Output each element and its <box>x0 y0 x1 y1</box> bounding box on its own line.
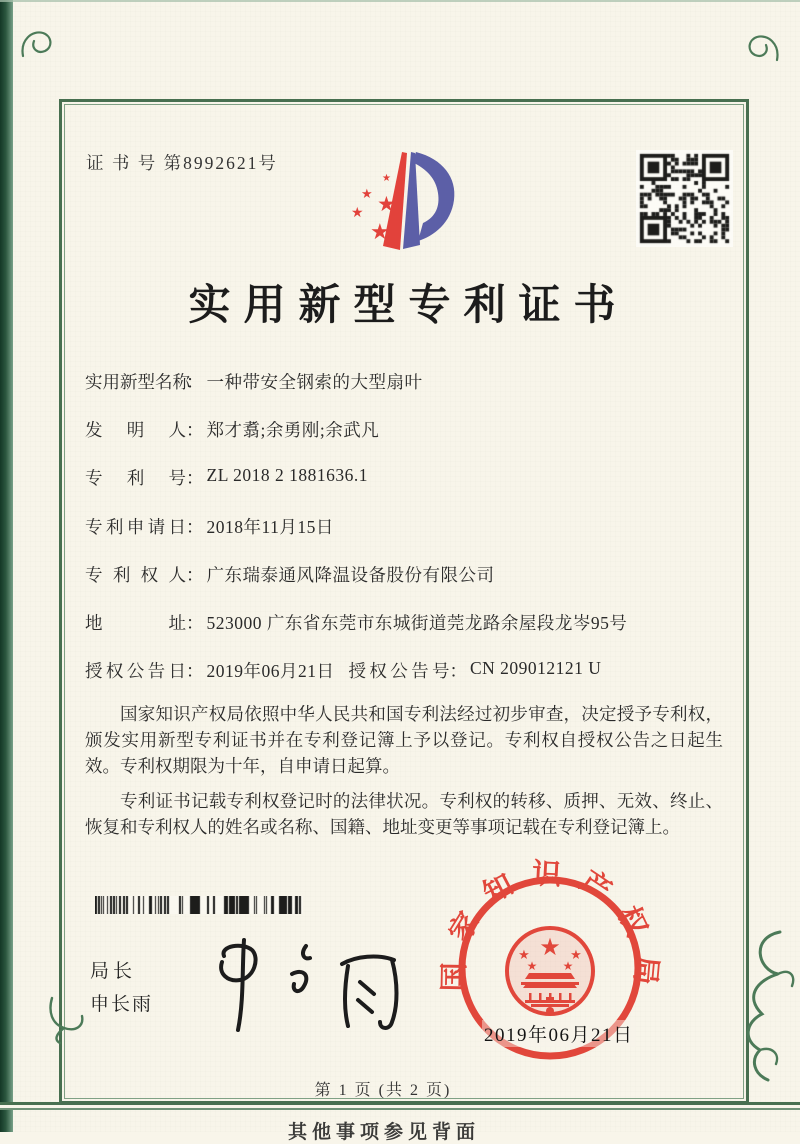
page-number: 第 1 页 (共 2 页) <box>314 1082 452 1099</box>
field-value: CN 209012121 U <box>470 658 602 679</box>
star-icon: ★ <box>351 206 364 221</box>
seal-date: 2019年06月21日 <box>482 1020 636 1047</box>
svg-text:★: ★ <box>570 947 582 962</box>
field-colon: ： <box>186 564 204 585</box>
signer-title: 局长 <box>90 961 137 982</box>
field-pair <box>85 465 368 490</box>
field-value: 2018年11月15日 <box>206 516 334 537</box>
corner-ornament-icon <box>46 996 88 1044</box>
field-pair <box>349 658 602 683</box>
field-label: 授 权 公 告 号 <box>348 661 450 682</box>
corner-ornament-icon <box>716 928 798 1088</box>
field-row <box>85 369 730 417</box>
field-colon: ： <box>186 468 204 489</box>
field-row <box>85 417 730 465</box>
field-colon: ： <box>186 661 204 682</box>
director-signature <box>208 934 413 1034</box>
field-label: 实 用 新 型 名 称 <box>85 372 190 392</box>
field-row <box>85 465 730 513</box>
field-colon: ： <box>186 612 204 633</box>
svg-text:★: ★ <box>518 947 530 962</box>
barcode <box>95 896 303 914</box>
seal-ring-text: 国家知识产权局 <box>438 858 663 1003</box>
field-row <box>85 610 730 658</box>
field-pair <box>85 562 495 587</box>
star-icon: ★ <box>370 219 390 244</box>
field-pair <box>85 610 627 635</box>
body-paragraph: 专利证书记载专利权登记时的法律状况。专利权的转移、质押、无效、终止、恢复和专利权人的姓名或名称、国籍、地址变更等事项记载在专利登记簿上。 <box>85 791 723 837</box>
field-value: 广东瑞泰通风降温设备股份有限公司 <box>206 564 495 585</box>
field-label: 专 利 申 请 日 <box>85 516 186 537</box>
national-emblem-icon <box>507 928 593 1015</box>
scan-edge-left <box>0 0 13 1132</box>
field-pair <box>85 369 423 394</box>
field-colon: ： <box>186 420 204 441</box>
svg-text:★: ★ <box>526 959 538 973</box>
field-pair <box>85 417 379 442</box>
field-value: 郑才翥;余勇刚;余武凡 <box>206 420 380 441</box>
field-row <box>85 514 730 562</box>
field-label: 发 明 人 <box>85 420 186 441</box>
certificate-title: 实用新型专利证书 <box>188 283 629 329</box>
back-note: 其他事项参见背面 <box>288 1122 481 1143</box>
field-pair <box>85 658 335 683</box>
svg-text:★: ★ <box>539 935 561 961</box>
field-pair <box>85 514 334 539</box>
field-list <box>85 369 730 706</box>
corner-ornament-icon <box>744 32 780 64</box>
star-icon: ★ <box>382 173 391 184</box>
signer-name: 申长雨 <box>90 994 154 1015</box>
star-icon: ★ <box>361 186 373 201</box>
svg-text:★: ★ <box>562 959 574 973</box>
field-label: 授 权 公 告 日 <box>85 661 186 682</box>
field-colon: ： <box>186 516 204 537</box>
scan-edge-top <box>0 0 800 2</box>
legal-text <box>85 701 723 849</box>
field-value: 一种带安全钢索的大型扇叶 <box>206 372 423 392</box>
certificate-number: 证 书 号 第8992621号 <box>86 153 278 173</box>
field-value: ZL 2018 2 1881636.1 <box>206 465 368 486</box>
corner-ornament-icon <box>20 28 56 60</box>
field-label: 专 利 权 人 <box>85 564 186 585</box>
field-row <box>85 562 730 610</box>
field-colon: ： <box>449 661 467 682</box>
bottom-rule <box>0 1102 800 1110</box>
field-label: 专 利 号 <box>85 468 186 489</box>
body-paragraph: 国家知识产权局依照中华人民共和国专利法经过初步审查，决定授予专利权，颁发实用新型专利证书并在专利登记簿上予以登记。专利权自授权公告之日起生效。专利权期限为十年，自申请日起算。 <box>85 704 723 776</box>
field-value: 2019年06月21日 <box>206 661 335 682</box>
qr-code <box>636 150 733 247</box>
star-icon: ★ <box>377 192 396 216</box>
field-row <box>85 658 730 706</box>
field-colon: ： <box>186 372 204 392</box>
field-label: 地 址 <box>85 612 186 633</box>
official-seal <box>435 853 665 1083</box>
field-value: 523000 广东省东莞市东城街道莞龙路余屋段龙岑95号 <box>206 612 628 633</box>
cnipa-logo <box>340 146 470 266</box>
